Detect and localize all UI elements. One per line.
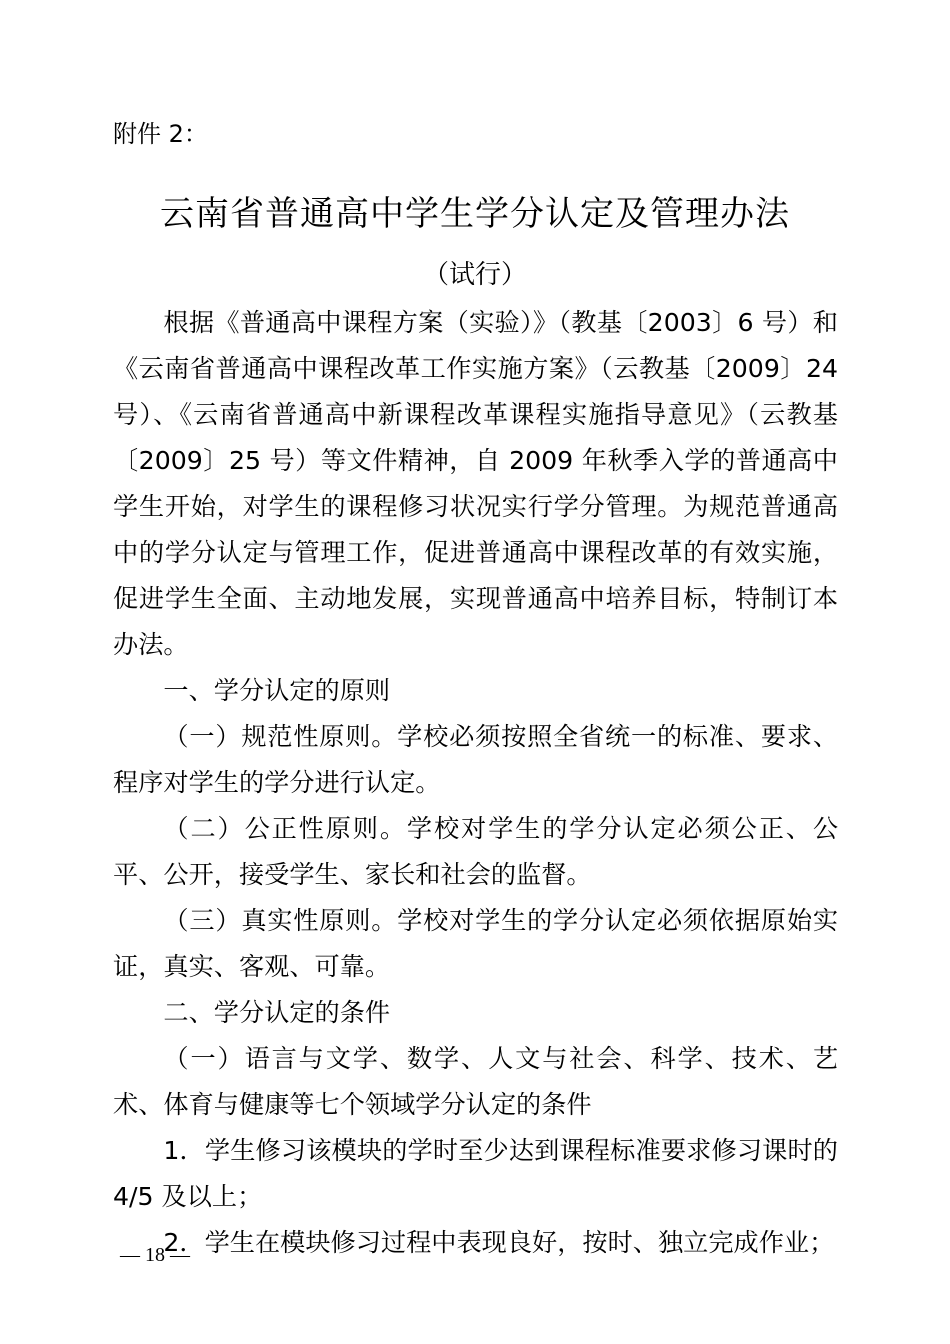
condition-item-2: 2．学生在模块修习过程中表现良好，按时、独立完成作业； [163, 1228, 835, 1257]
document-subtitle: （试行） [422, 260, 527, 290]
conditions-subheading: （一）语言与文学、数学、人文与社会、科学、技术、艺术、体育与健康等七个领域学分认定的条件 [113, 1044, 838, 1119]
condition-item-1: 1．学生修习该模块的学时至少达到课程标准要求修习课时的 4/5 及以上； [113, 1136, 838, 1211]
document-title: 云南省普通高中学生学分认定及管理办法 [160, 194, 790, 234]
section-heading-conditions: 二、学分认定的条件 [163, 998, 391, 1027]
attachment-label: 附件 2： [113, 120, 208, 148]
page-number: — 18 — [120, 1244, 190, 1266]
intro-paragraph: 根据《普通高中课程方案（实验）》（教基〔2003〕6 号）和《云南省普通高中课程改革工作实施方案》（云教基〔2009〕24 号）、《云南省普通高中新课程改革课程实施指导意见》（云教基〔2009〕25 号）等文件精神，自 2009 年秋季入学的普通高中学生开始，对学生的课程修习状况实行学分管理。为规范普通高中的学分认定与管理工作，促进普通高中课程改革的有效实施，促进学生全面、主动地发展，实现普通高中培养目标，特制订本办法。 [113, 308, 838, 659]
principle-normative: （一）规范性原则。学校必须按照全省统一的标准、要求、程序对学生的学分进行认定。 [113, 722, 838, 797]
principle-authenticity: （三）真实性原则。学校对学生的学分认定必须依据原始实证，真实、客观、可靠。 [113, 906, 838, 981]
principle-fairness: （二）公正性原则。学校对学生的学分认定必须公正、公平、公开，接受学生、家长和社会的监督。 [113, 814, 838, 889]
section-heading-principles: 一、学分认定的原则 [163, 676, 391, 705]
document-body [113, 300, 838, 1266]
